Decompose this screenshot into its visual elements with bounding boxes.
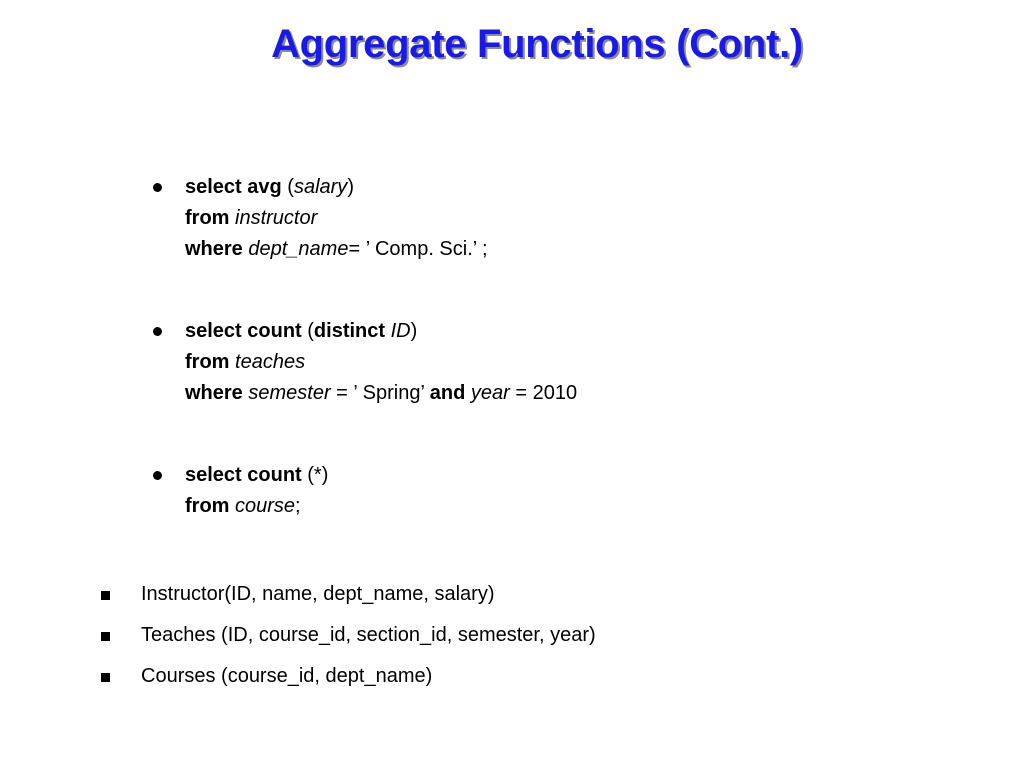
- schema-item-instructor: [101, 574, 596, 615]
- left-quote: ’: [353, 382, 358, 404]
- distinct-keyword: distinct: [313, 320, 386, 342]
- left-quote: ’: [365, 238, 370, 260]
- table-instructor: instructor: [235, 207, 318, 229]
- select-count-keyword: select count: [185, 464, 302, 486]
- count-star: (*): [301, 464, 329, 486]
- equals-sign: =: [348, 238, 366, 260]
- where-keyword: where: [185, 382, 243, 404]
- query-lines: [185, 460, 328, 522]
- schema-list: [101, 574, 596, 697]
- from-keyword: from: [185, 207, 230, 229]
- open-paren: (: [301, 320, 314, 342]
- schema-text: Instructor(ID, name, dept_name, salary): [141, 583, 495, 605]
- semicolon: ;: [295, 495, 301, 517]
- close-paren: ): [347, 176, 354, 198]
- query-count-distinct: [153, 316, 577, 409]
- year-condition: = 2010: [509, 382, 578, 404]
- query-avg-salary: [153, 172, 488, 265]
- schema-item-courses: [101, 656, 596, 697]
- where-keyword: where: [185, 238, 243, 260]
- attribute-id: ID: [390, 320, 411, 342]
- schema-item-teaches: [101, 615, 596, 656]
- square-bullet-icon: [101, 673, 110, 682]
- from-line: [185, 203, 488, 234]
- select-line: [185, 316, 577, 347]
- from-line: [185, 347, 577, 378]
- semicolon: ;: [476, 238, 488, 260]
- from-keyword: from: [185, 351, 230, 373]
- equals-sign: =: [330, 382, 354, 404]
- from-line: [185, 491, 328, 522]
- round-bullet-icon: [153, 460, 165, 491]
- value-comp-sci: Comp. Sci.: [369, 238, 473, 260]
- query-lines: [185, 172, 488, 265]
- attribute-dept-name: dept_name: [248, 238, 349, 260]
- select-line: [185, 460, 328, 491]
- close-paren: ): [410, 320, 418, 342]
- schema-text: Courses (course_id, dept_name): [141, 665, 433, 687]
- right-quote: ’: [420, 382, 425, 404]
- right-quote: ’: [472, 238, 477, 260]
- round-bullet-icon: [153, 316, 165, 347]
- select-count-keyword: select count: [185, 320, 302, 342]
- attribute-salary: salary: [293, 176, 348, 198]
- schema-text: Teaches (ID, course_id, section_id, semester, year): [141, 624, 596, 646]
- table-course: course: [235, 495, 296, 517]
- query-count-star: [153, 460, 328, 522]
- square-bullet-icon: [101, 591, 110, 600]
- select-line: [185, 172, 488, 203]
- slide-title: Aggregate Functions (Cont.): [271, 22, 803, 66]
- select-avg-keyword: select avg: [185, 176, 282, 198]
- and-keyword: and: [429, 382, 466, 404]
- square-bullet-icon: [101, 632, 110, 641]
- open-paren: (: [281, 176, 294, 198]
- value-spring: Spring: [357, 382, 421, 404]
- from-keyword: from: [185, 495, 230, 517]
- round-bullet-icon: [153, 172, 165, 203]
- attribute-semester: semester: [248, 382, 331, 404]
- table-teaches: teaches: [235, 351, 306, 373]
- query-lines: [185, 316, 577, 409]
- where-line: [185, 378, 577, 409]
- where-line: [185, 234, 488, 265]
- attribute-year: year: [470, 382, 510, 404]
